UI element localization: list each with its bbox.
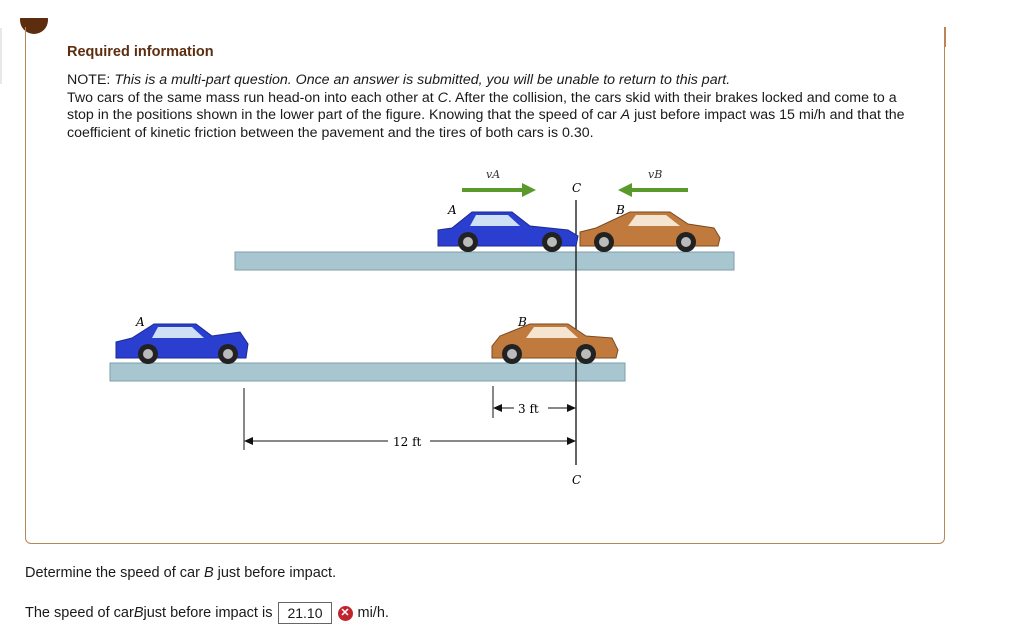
side-divider	[0, 28, 2, 84]
va-label: vA	[486, 168, 501, 181]
dim-12ft-label: 12 ft	[393, 435, 422, 449]
question-part-2: just before impact.	[213, 565, 337, 581]
car-a-bottom-label: A	[136, 315, 145, 329]
card-edge	[945, 27, 946, 47]
note-body-c: C	[437, 89, 448, 106]
question-text	[25, 565, 336, 581]
c-bottom-label: C	[572, 473, 582, 487]
answer-input[interactable]: 21.10	[278, 602, 331, 624]
top-road	[235, 252, 734, 270]
wrong-icon: ✕	[338, 606, 353, 621]
answer-part-1: The speed of car	[25, 605, 134, 621]
va-arrow-head	[522, 183, 536, 197]
car-a-bottom-icon	[116, 324, 248, 364]
answer-part-b: B	[133, 605, 144, 621]
answer-row	[25, 602, 389, 624]
answer-unit: mi/h.	[357, 605, 389, 621]
required-info-heading: Required information	[67, 44, 214, 60]
note-body-2: . After the collision, the cars skid with their brakes locked and come to a stop in the positions shown in the lower part of the figure. Knowing that the speed of car	[67, 89, 897, 123]
question-part-b: B	[203, 565, 214, 581]
car-b-top-label: B	[616, 203, 625, 217]
note-prefix: NOTE:	[67, 72, 111, 88]
note-body-a: A	[620, 107, 631, 123]
car-b-bottom-label: B	[518, 315, 527, 329]
car-a-top-icon	[438, 212, 578, 252]
collision-figure	[100, 160, 740, 500]
car-b-bottom-icon	[492, 324, 618, 364]
answer-part-2: just before impact is	[143, 605, 273, 621]
note-body-3: just before impact was 15 mi/h and that the coefficient of kinetic friction between the pavement and the tires of both cars is 0.30.	[67, 107, 905, 141]
bottom-road	[110, 363, 625, 381]
note-italic: This is a multi-part question. Once an answer is submitted, you will be unable to return to this part.	[114, 72, 731, 88]
problem-note	[67, 72, 907, 142]
c-top-label: C	[572, 181, 582, 195]
question-part-1: Determine the speed of car	[25, 565, 204, 581]
vb-arrow-head	[618, 183, 632, 197]
car-b-top-icon	[580, 212, 720, 252]
note-body-1: Two cars of the same mass run head-on into each other at	[67, 89, 438, 106]
vb-label: vB	[648, 168, 663, 181]
dim-3ft-label: 3 ft	[518, 402, 539, 416]
car-a-top-label: A	[448, 203, 457, 217]
